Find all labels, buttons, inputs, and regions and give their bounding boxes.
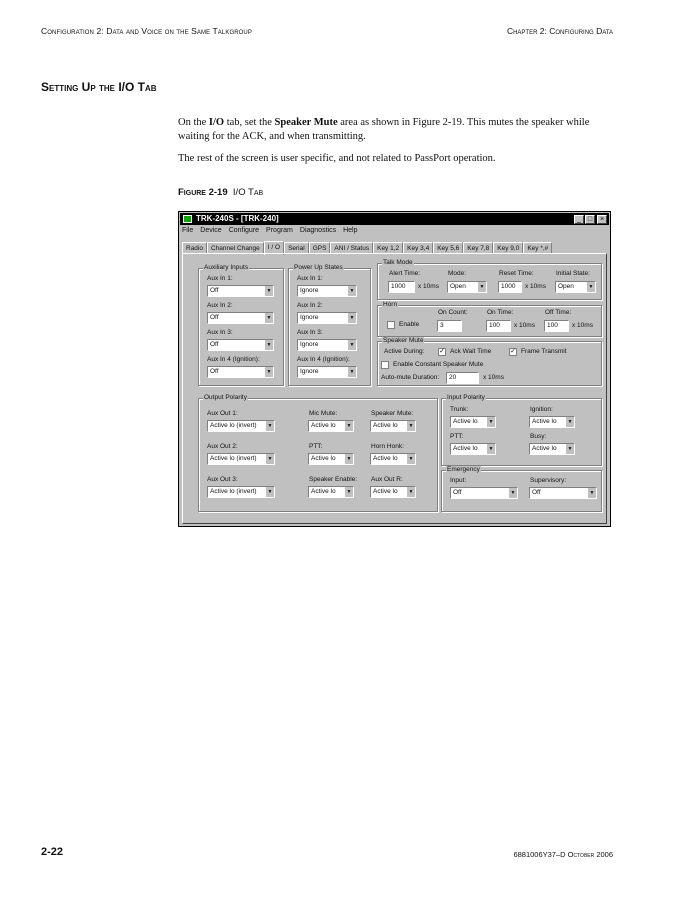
ack-wait-label: Ack Wait Time: [450, 348, 492, 355]
chevron-down-icon: ▼: [347, 313, 356, 323]
power-up-states-group: [288, 264, 371, 386]
chevron-down-icon: ▼: [406, 421, 415, 431]
auxiliary-inputs-group: [198, 264, 284, 386]
aux-out-1-select[interactable]: Active lo (invert) ▼: [207, 420, 275, 432]
aux-in-3-select[interactable]: Off ▼: [207, 339, 274, 351]
tab-key-7-8[interactable]: Key 7,8: [463, 242, 493, 254]
section-title: Setting Up the I/O Tab: [41, 80, 157, 94]
chevron-down-icon: ▼: [406, 454, 415, 464]
tab-key-star-hash[interactable]: Key *,#: [523, 242, 552, 254]
menu-diagnostics[interactable]: Diagnostics: [299, 227, 337, 234]
speaker-enable-select[interactable]: Active lo ▼: [308, 486, 354, 498]
chevron-down-icon: ▼: [347, 367, 356, 377]
aux-in-4-select[interactable]: Off ▼: [207, 366, 274, 378]
pu-aux-in-1-select[interactable]: Ignore ▼: [297, 285, 357, 297]
pu-aux-in-2-label: Aux In 2:: [297, 302, 323, 309]
mic-mute-label: Mic Mute:: [309, 410, 338, 417]
horn-enable-checkbox[interactable]: [387, 321, 395, 329]
pu-aux-in-2-select[interactable]: Ignore ▼: [297, 312, 357, 324]
alert-time-unit: x 10ms: [418, 283, 439, 290]
tab-channel-change[interactable]: Channel Change: [207, 242, 264, 254]
off-time-unit: x 10ms: [572, 322, 593, 329]
group-title: Emergency: [447, 466, 480, 473]
off-time-label: Off Time:: [545, 309, 572, 316]
title-bar: [180, 213, 609, 225]
ptt-out-label: PTT:: [309, 443, 323, 450]
doc-id-date: 6881006Y37–D October 2006: [513, 850, 613, 859]
chevron-down-icon: ▼: [347, 340, 356, 350]
on-time-unit: x 10ms: [514, 322, 535, 329]
ptt-out-select[interactable]: Active lo ▼: [308, 453, 354, 465]
alert-time-label: Alert Time:: [389, 270, 421, 277]
running-header-right: Chapter 2: Configuring Data: [506, 26, 613, 36]
tab-serial[interactable]: Serial: [284, 242, 309, 254]
aux-out-2-select[interactable]: Active lo (invert) ▼: [207, 453, 275, 465]
chevron-down-icon: ▼: [344, 421, 353, 431]
pu-aux-in-1-label: Aux In 1:: [297, 275, 323, 282]
tab-key-1-2[interactable]: Key 1,2: [373, 242, 403, 254]
minimize-icon[interactable]: _: [574, 215, 584, 224]
aux-in-2-label: Aux In 2:: [207, 302, 233, 309]
mode-label: Mode:: [448, 270, 467, 277]
tab-gps[interactable]: GPS: [309, 242, 331, 254]
chevron-down-icon: ▼: [344, 454, 353, 464]
aux-out-3-label: Aux Out 3:: [207, 476, 238, 483]
group-title: Power Up States: [294, 264, 343, 271]
chevron-down-icon: ▼: [264, 286, 273, 296]
ptt-in-label: PTT:: [450, 433, 464, 440]
tab-key-9-0[interactable]: Key 9,0: [493, 242, 523, 254]
emergency-input-label: Input:: [450, 477, 467, 484]
paragraph-note: The rest of the screen is user specific, and not related to PassPort operation.: [178, 153, 496, 164]
tab-strip: [182, 240, 552, 253]
chevron-down-icon: ▼: [265, 421, 274, 431]
chevron-down-icon: ▼: [565, 444, 574, 454]
reset-time-unit: x 10ms: [525, 283, 546, 290]
menu-file[interactable]: File: [182, 227, 194, 234]
auto-mute-unit: x 10ms: [483, 374, 504, 381]
aux-out-1-label: Aux Out 1:: [207, 410, 238, 417]
horn-honk-label: Horn Honk:: [371, 443, 404, 450]
close-icon[interactable]: ×: [597, 215, 607, 224]
aux-in-1-select[interactable]: Off ▼: [207, 285, 274, 297]
tab-key-5-6[interactable]: Key 5,6: [433, 242, 463, 254]
auto-mute-label: Auto-mute Duration:: [381, 374, 440, 381]
aux-out-2-label: Aux Out 2:: [207, 443, 238, 450]
active-during-label: Active During:: [384, 348, 425, 355]
aux-out-r-label: Aux Out R:: [371, 476, 403, 483]
tab-io[interactable]: I / O: [264, 241, 284, 255]
group-title: Talk Mode: [383, 259, 413, 266]
menu-bar: [182, 227, 364, 237]
chevron-down-icon: ▼: [565, 417, 574, 427]
ignition-label: Ignition:: [530, 406, 553, 413]
horn-group: [377, 301, 602, 337]
chevron-down-icon: ▼: [264, 340, 273, 350]
aux-in-4-label: Aux In 4 (Ignition):: [207, 356, 260, 363]
chevron-down-icon: ▼: [486, 444, 495, 454]
figure-caption: Figure 2-19 I/O Tab: [178, 187, 264, 198]
frame-transmit-checkbox[interactable]: ✓: [510, 348, 516, 355]
group-title: Auxiliary Inputs: [204, 264, 249, 271]
ptt-in-select[interactable]: Active lo ▼: [450, 443, 496, 455]
on-time-label: On Time:: [487, 309, 514, 316]
paragraph-instructions: On the I/O tab, set the Speaker Mute area as shown in Figure 2-19. This mutes the speaker while waiting for the ACK, and when transmitting.: [178, 117, 590, 142]
horn-honk-select[interactable]: Active lo ▼: [370, 453, 416, 465]
maximize-icon[interactable]: □: [585, 215, 595, 224]
aux-out-r-select[interactable]: Active lo ▼: [370, 486, 416, 498]
reset-time-field[interactable]: 1000: [498, 281, 522, 293]
on-time-field[interactable]: 100: [486, 320, 511, 332]
page-number: 2-22: [41, 846, 64, 858]
ignition-select[interactable]: Active lo ▼: [529, 416, 575, 428]
output-polarity-group: [198, 394, 438, 512]
ack-wait-checkbox[interactable]: ✓: [439, 348, 445, 355]
tab-ani-status[interactable]: ANI / Status: [330, 242, 373, 254]
trunk-select[interactable]: Active lo ▼: [450, 416, 496, 428]
on-count-label: On Count:: [438, 309, 468, 316]
chevron-down-icon: ▼: [265, 487, 274, 497]
menu-device[interactable]: Device: [200, 227, 222, 234]
speaker-mute-out-label: Speaker Mute:: [371, 410, 414, 417]
chevron-down-icon: ▼: [344, 487, 353, 497]
pu-aux-in-4-select[interactable]: Ignore ▼: [297, 366, 357, 378]
app-icon: [183, 215, 192, 223]
aux-in-3-label: Aux In 3:: [207, 329, 233, 336]
group-title: Speaker Mute: [383, 337, 424, 344]
busy-select[interactable]: Active lo ▼: [529, 443, 575, 455]
reset-time-label: Reset Time:: [499, 270, 534, 277]
initial-state-label: Initial State:: [556, 270, 590, 277]
emergency-input-select[interactable]: Off ▼: [450, 487, 518, 499]
emergency-group: [441, 466, 602, 512]
horn-enable-label: Enable: [399, 321, 420, 328]
menu-help[interactable]: Help: [343, 227, 358, 234]
window-title: TRK-240S - [TRK-240]: [196, 214, 279, 223]
chevron-down-icon: ▼: [587, 488, 596, 498]
alert-time-field[interactable]: 1000: [388, 281, 415, 293]
pu-aux-in-3-label: Aux In 3:: [297, 329, 323, 336]
group-title: Input Polarity: [447, 394, 485, 401]
group-title: Horn: [383, 301, 398, 308]
auto-mute-field[interactable]: 20: [446, 372, 479, 384]
mic-mute-select[interactable]: Active lo ▼: [308, 420, 354, 432]
speaker-mute-out-select[interactable]: Active lo ▼: [370, 420, 416, 432]
chevron-down-icon: ▼: [586, 282, 595, 292]
aux-out-3-select[interactable]: Active lo (invert) ▼: [207, 486, 275, 498]
menu-configure[interactable]: Configure: [228, 227, 260, 234]
pu-aux-in-4-label: Aux In 4 (Ignition):: [297, 356, 350, 363]
initial-state-select[interactable]: Open ▼: [555, 281, 596, 293]
chevron-down-icon: ▼: [347, 286, 356, 296]
tab-key-3-4[interactable]: Key 3,4: [403, 242, 433, 254]
chevron-down-icon: ▼: [508, 488, 517, 498]
off-time-field[interactable]: 100: [544, 320, 569, 332]
busy-label: Busy:: [530, 433, 547, 440]
mode-select[interactable]: Open ▼: [447, 281, 487, 293]
speaker-mute-group: [377, 337, 602, 386]
chevron-down-icon: ▼: [264, 313, 273, 323]
aux-in-2-select[interactable]: Off ▼: [207, 312, 274, 324]
running-header-left: Configuration 2: Data and Voice on the Same Talkgroup: [41, 26, 252, 36]
talk-mode-group: [377, 259, 602, 300]
input-polarity-group: [441, 394, 602, 466]
chevron-down-icon: ▼: [406, 487, 415, 497]
speaker-enable-label: Speaker Enable:: [309, 476, 358, 483]
chevron-down-icon: ▼: [265, 454, 274, 464]
constant-mute-checkbox[interactable]: [381, 361, 389, 369]
app-window: [178, 211, 611, 527]
supervisory-label: Supervisory:: [530, 477, 567, 484]
on-count-field[interactable]: 3: [437, 320, 462, 332]
frame-transmit-label: Frame Transmit: [521, 348, 567, 355]
trunk-label: Trunk:: [450, 406, 469, 413]
chevron-down-icon: ▼: [477, 282, 486, 292]
io-panel: [182, 253, 607, 524]
chevron-down-icon: ▼: [486, 417, 495, 427]
supervisory-select[interactable]: Off ▼: [529, 487, 597, 499]
aux-in-1-label: Aux In 1:: [207, 275, 233, 282]
tab-radio[interactable]: Radio: [182, 242, 207, 254]
group-title: Output Polarity: [204, 394, 247, 401]
constant-mute-label: Enable Constant Speaker Mute: [393, 361, 484, 368]
menu-program[interactable]: Program: [266, 227, 293, 234]
chevron-down-icon: ▼: [264, 367, 273, 377]
pu-aux-in-3-select[interactable]: Ignore ▼: [297, 339, 357, 351]
